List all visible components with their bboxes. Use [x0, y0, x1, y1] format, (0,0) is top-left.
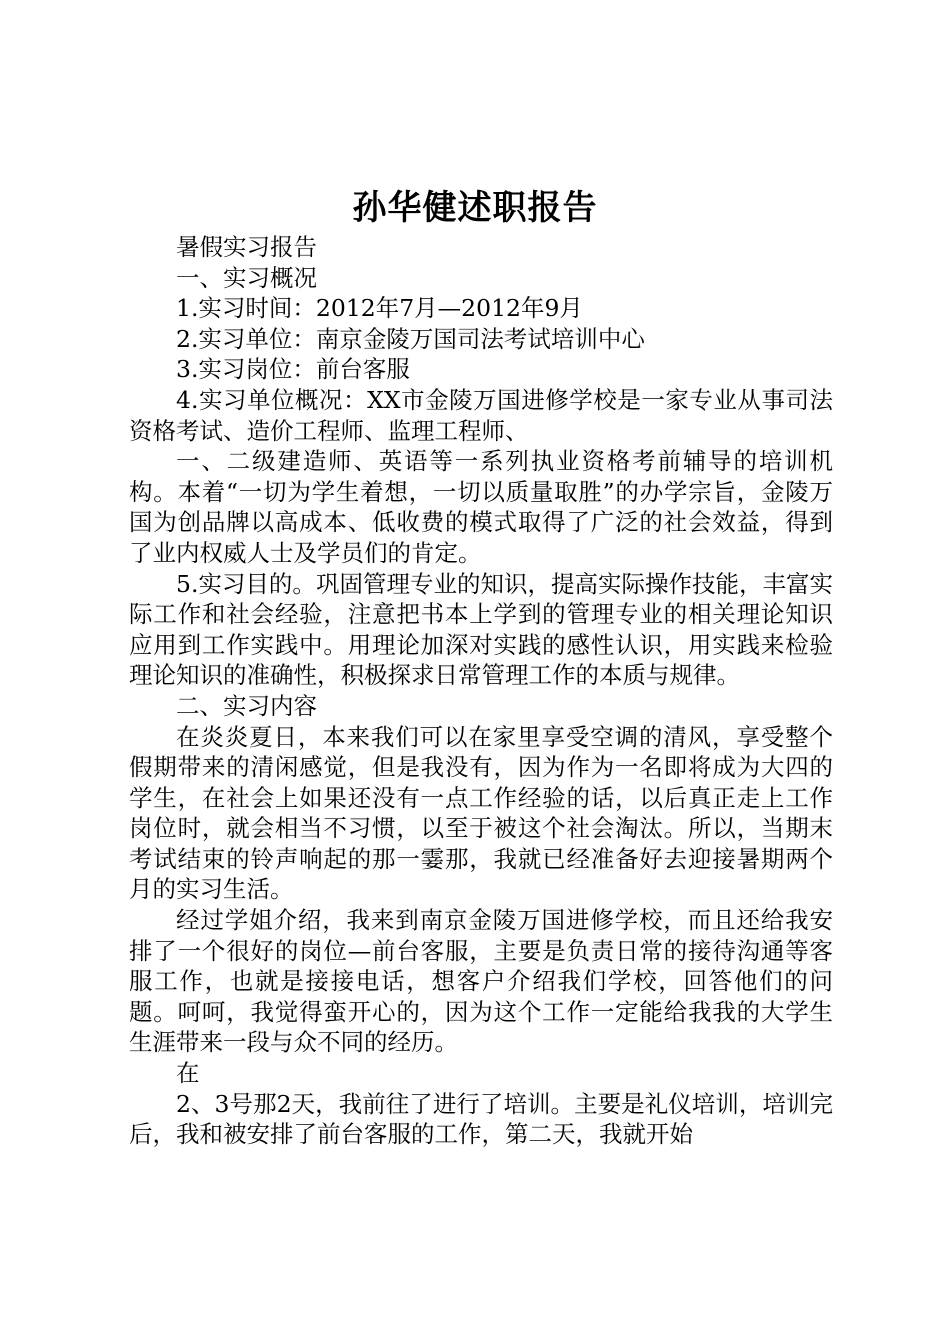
- paragraph-subtitle: 暑假实习报告: [176, 233, 317, 261]
- paragraph-training: 2、3号那2天，我前往了进行了培训。主要是礼仪培训，培训完后，我和被安排了前台客服的工作，第二天，我就开始: [129, 1089, 833, 1149]
- paragraph-placement: 经过学姐介绍，我来到南京金陵万国进修学校，而且还给我安排了一个很好的岗位—前台客服，主要是负责日常的接待沟通等客服工作，也就是接接电话，想客户介绍我们学校，回答他们的问题。呵呵，我觉得蛮开心的，因为这个工作一定能给我我的大学生生涯带来一段与众不同的经历。: [129, 906, 833, 1057]
- paragraph-section-2-heading: 二、实习内容: [176, 691, 317, 720]
- paragraph-section-1-heading: 一、实习概况: [176, 263, 317, 292]
- paragraph-internship-purpose: 5.实习目的。巩固管理专业的知识，提高实际操作技能，丰富实际工作和社会经验，注意把书本上学到的管理专业的相关理论知识应用到工作实践中。用理论加深对实践的感性认识，用实践来检验理论知识的准确性，积极探求日常管理工作的本质与规律。: [129, 569, 833, 690]
- paragraph-summer-motivation: 在炎炎夏日，本来我们可以在家里享受空调的清风，享受整个假期带来的清闲感觉，但是我没有，因为作为一名即将成为大四的学生，在社会上如果还没有一点工作经验的话，以后真正走上工作岗位时，就会相当不习惯，以至于被这个社会淘汰。所以，当期末考试结束的铃声响起的那一霎那，我就已经准备好去迎接暑期两个月的实习生活。: [129, 722, 833, 904]
- paragraph-unit-overview-continued: 一、二级建造师、英语等一系列执业资格考前辅导的培训机构。本着“一切为学生着想，一切以质量取胜”的办学宗旨，金陵万国为创品牌以高成本、低收费的模式取得了广泛的社会效益，得到了业内权威人士及学员们的肯定。: [129, 447, 833, 567]
- paragraph-internship-time: 1.实习时间：2012年7月—2012年9月: [176, 294, 583, 323]
- paragraph-fragment: 在: [176, 1059, 200, 1088]
- paragraph-internship-position: 3.实习岗位：前台客服: [176, 355, 410, 384]
- paragraph-unit-overview: 4.实习单位概况：XX市金陵万国进修学校是一家专业从事司法资格考试、造价工程师、监理工程师、: [129, 385, 833, 445]
- document-title: 孙华健述职报告: [352, 188, 598, 228]
- document-body: [129, 232, 833, 1150]
- paragraph-internship-unit: 2.实习单位：南京金陵万国司法考试培训中心: [176, 324, 645, 353]
